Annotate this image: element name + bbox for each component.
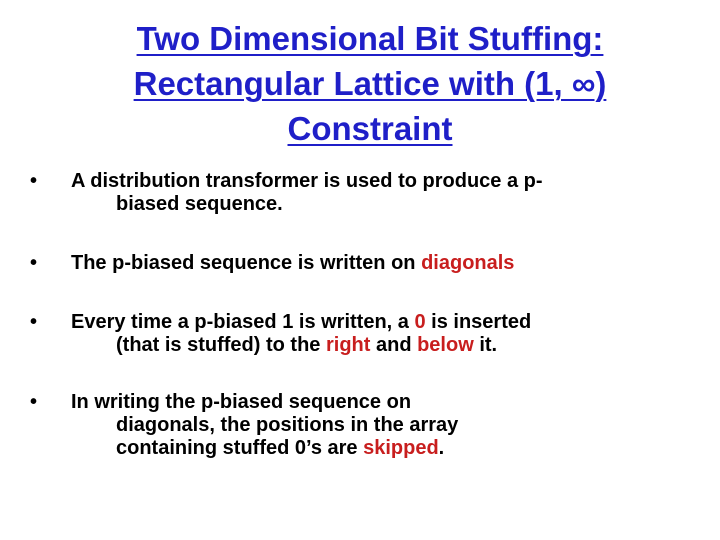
bullet-item-transformer xyxy=(30,170,710,216)
bullet-text-line xyxy=(30,334,710,357)
highlight-diagonals: diagonals xyxy=(421,252,515,274)
bullet-text-line: diagonals, the positions in the array xyxy=(116,414,459,436)
bullet-marker: • xyxy=(30,391,38,413)
bullet-text: it. xyxy=(473,334,498,356)
bullet-item-skipped xyxy=(30,391,710,460)
bullet-text: containing stuffed 0’s are xyxy=(116,437,364,459)
bullet-text: is inserted xyxy=(425,311,532,333)
bullet-text-line: In writing the p-biased sequence on xyxy=(71,391,412,413)
highlight-skipped: skipped xyxy=(363,437,439,459)
bullet-item-diagonals xyxy=(30,252,710,275)
bullet-text: Every time a p-biased 1 is written, a xyxy=(71,311,415,333)
bullet-text-line xyxy=(30,437,710,460)
bullet-marker: • xyxy=(30,170,38,192)
title-line-2: Rectangular Lattice with (1, ∞) xyxy=(133,65,607,102)
bullet-text: (that is stuffed) to the xyxy=(116,334,326,356)
bullet-item-stuffing xyxy=(30,311,710,357)
bullet-text: . xyxy=(438,437,445,459)
highlight-zero: 0 xyxy=(414,311,426,333)
title-line-1: Two Dimensional Bit Stuffing: xyxy=(136,20,604,57)
bullet-text-line xyxy=(30,311,710,334)
bullet-text-line xyxy=(30,252,710,275)
bullet-text-line: biased sequence. xyxy=(116,193,283,215)
title-line-3: Constraint xyxy=(287,110,453,147)
bullet-text: The p-biased sequence is written on xyxy=(71,252,422,274)
highlight-below: below xyxy=(417,334,474,356)
bullet-marker: • xyxy=(30,252,38,274)
bullet-marker: • xyxy=(30,311,38,333)
bullet-text-line: A distribution transformer is used to produce a p- xyxy=(71,170,543,192)
highlight-right: right xyxy=(325,334,371,356)
bullet-text: and xyxy=(370,334,418,356)
